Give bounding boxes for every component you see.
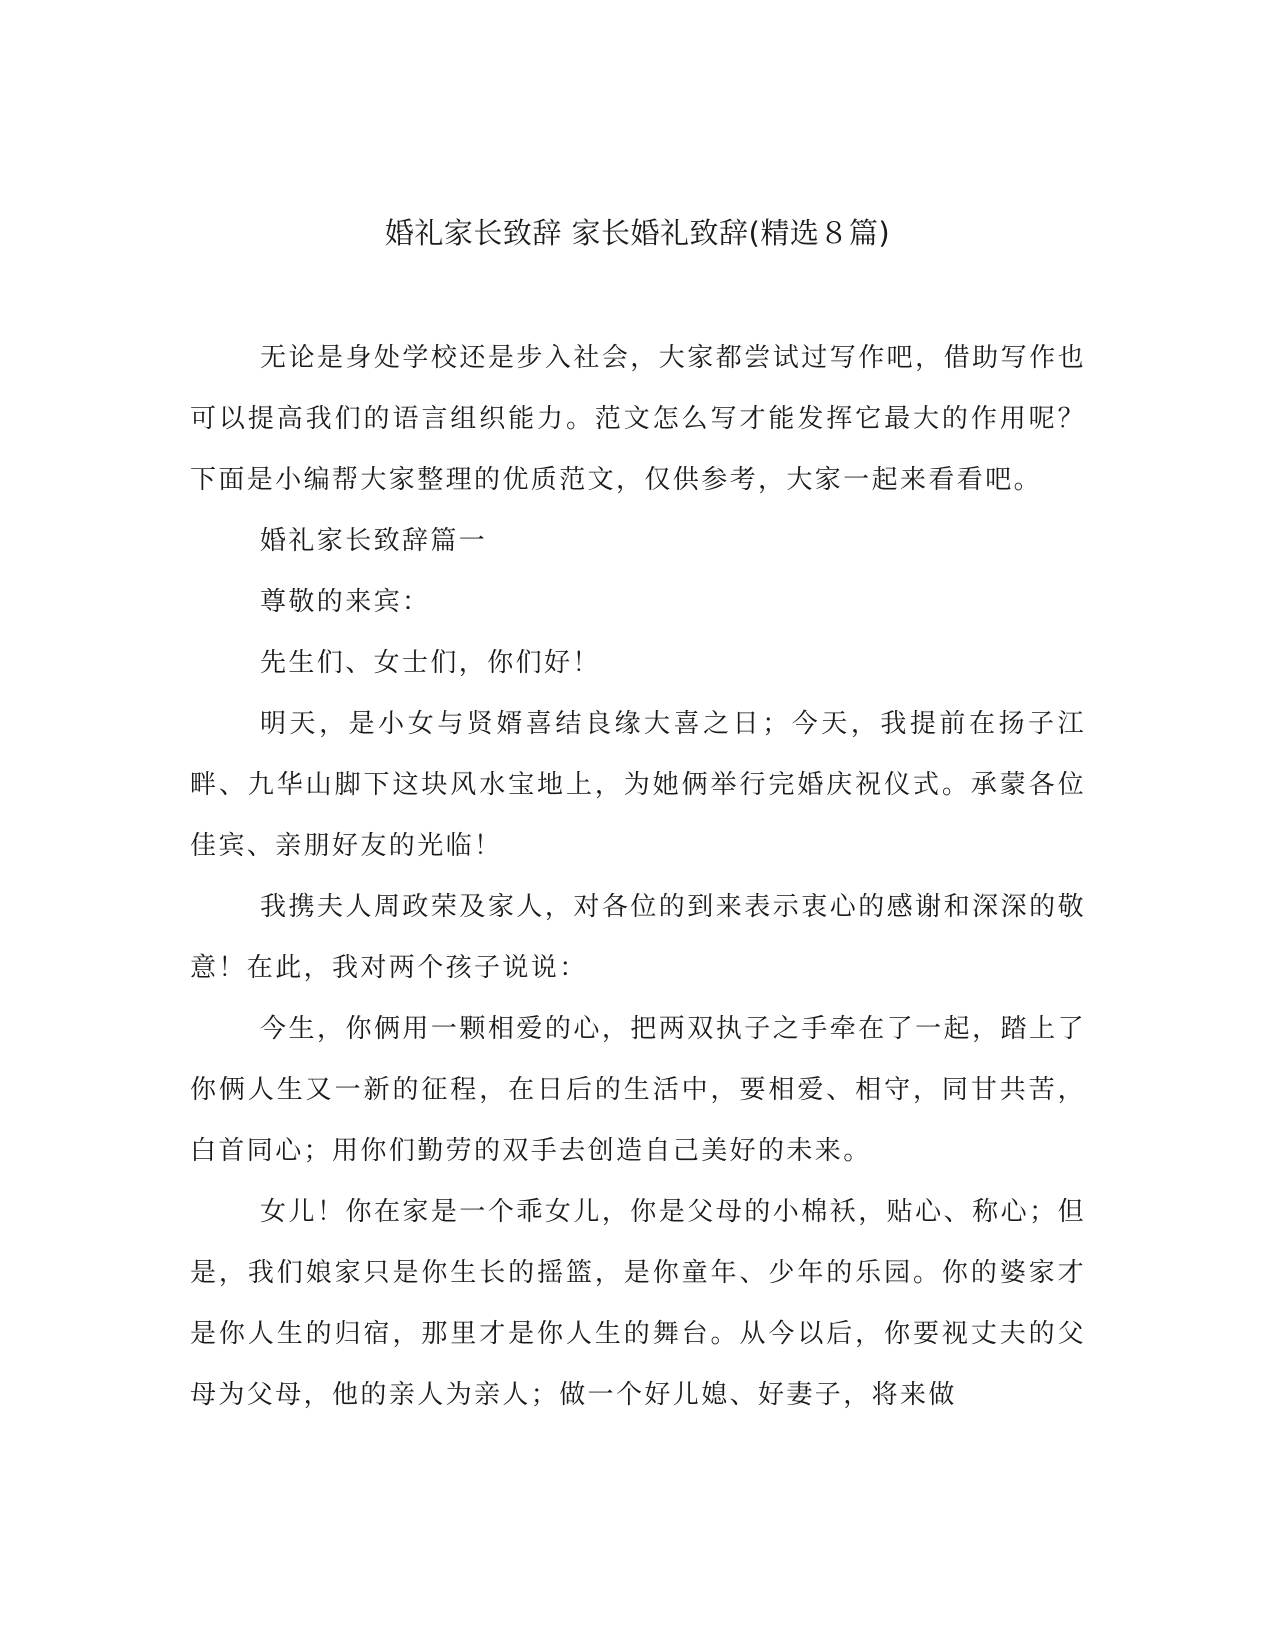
intro-paragraph: 无论是身处学校还是步入社会，大家都尝试过写作吧，借助写作也可以提高我们的语言组织能力。范文怎么写才能发挥它最大的作用呢？下面是小编帮大家整理的优质范文，仅供参考，大家一起来看看吧。 — [190, 343, 1086, 495]
salutation-line: 尊敬的来宾： — [260, 587, 431, 617]
section-heading: 婚礼家长致辞篇一 — [260, 526, 488, 556]
document-body — [190, 328, 1086, 1426]
body-paragraph: 女儿！你在家是一个乖女儿，你是父母的小棉袄，贴心、称心；但是，我们娘家只是你生长的摇篮，是你童年、少年的乐园。你的婆家才是你人生的归宿，那里才是你人生的舞台。从今以后，你要视丈夫的父母为父母，他的亲人为亲人；做一个好儿媳、好妻子，将来做 — [190, 1197, 1086, 1410]
body-paragraph: 我携夫人周政荣及家人，对各位的到来表示衷心的感谢和深深的敬意！在此，我对两个孩子说说： — [190, 892, 1086, 983]
body-paragraph: 明天，是小女与贤婿喜结良缘大喜之日；今天，我提前在扬子江畔、九华山脚下这块风水宝地上，为她俩举行完婚庆祝仪式。承蒙各位佳宾、亲朋好友的光临！ — [190, 709, 1086, 861]
body-paragraph: 今生，你俩用一颗相爱的心，把两双执子之手牵在了一起，踏上了你俩人生又一新的征程，在日后的生活中，要相爱、相守，同甘共苦，白首同心；用你们勤劳的双手去创造自己美好的未来。 — [190, 1014, 1086, 1166]
greeting-line: 先生们、女士们，你们好！ — [260, 648, 601, 678]
document-title: 婚礼家长致辞 家长婚礼致辞(精选８篇) — [384, 216, 891, 250]
